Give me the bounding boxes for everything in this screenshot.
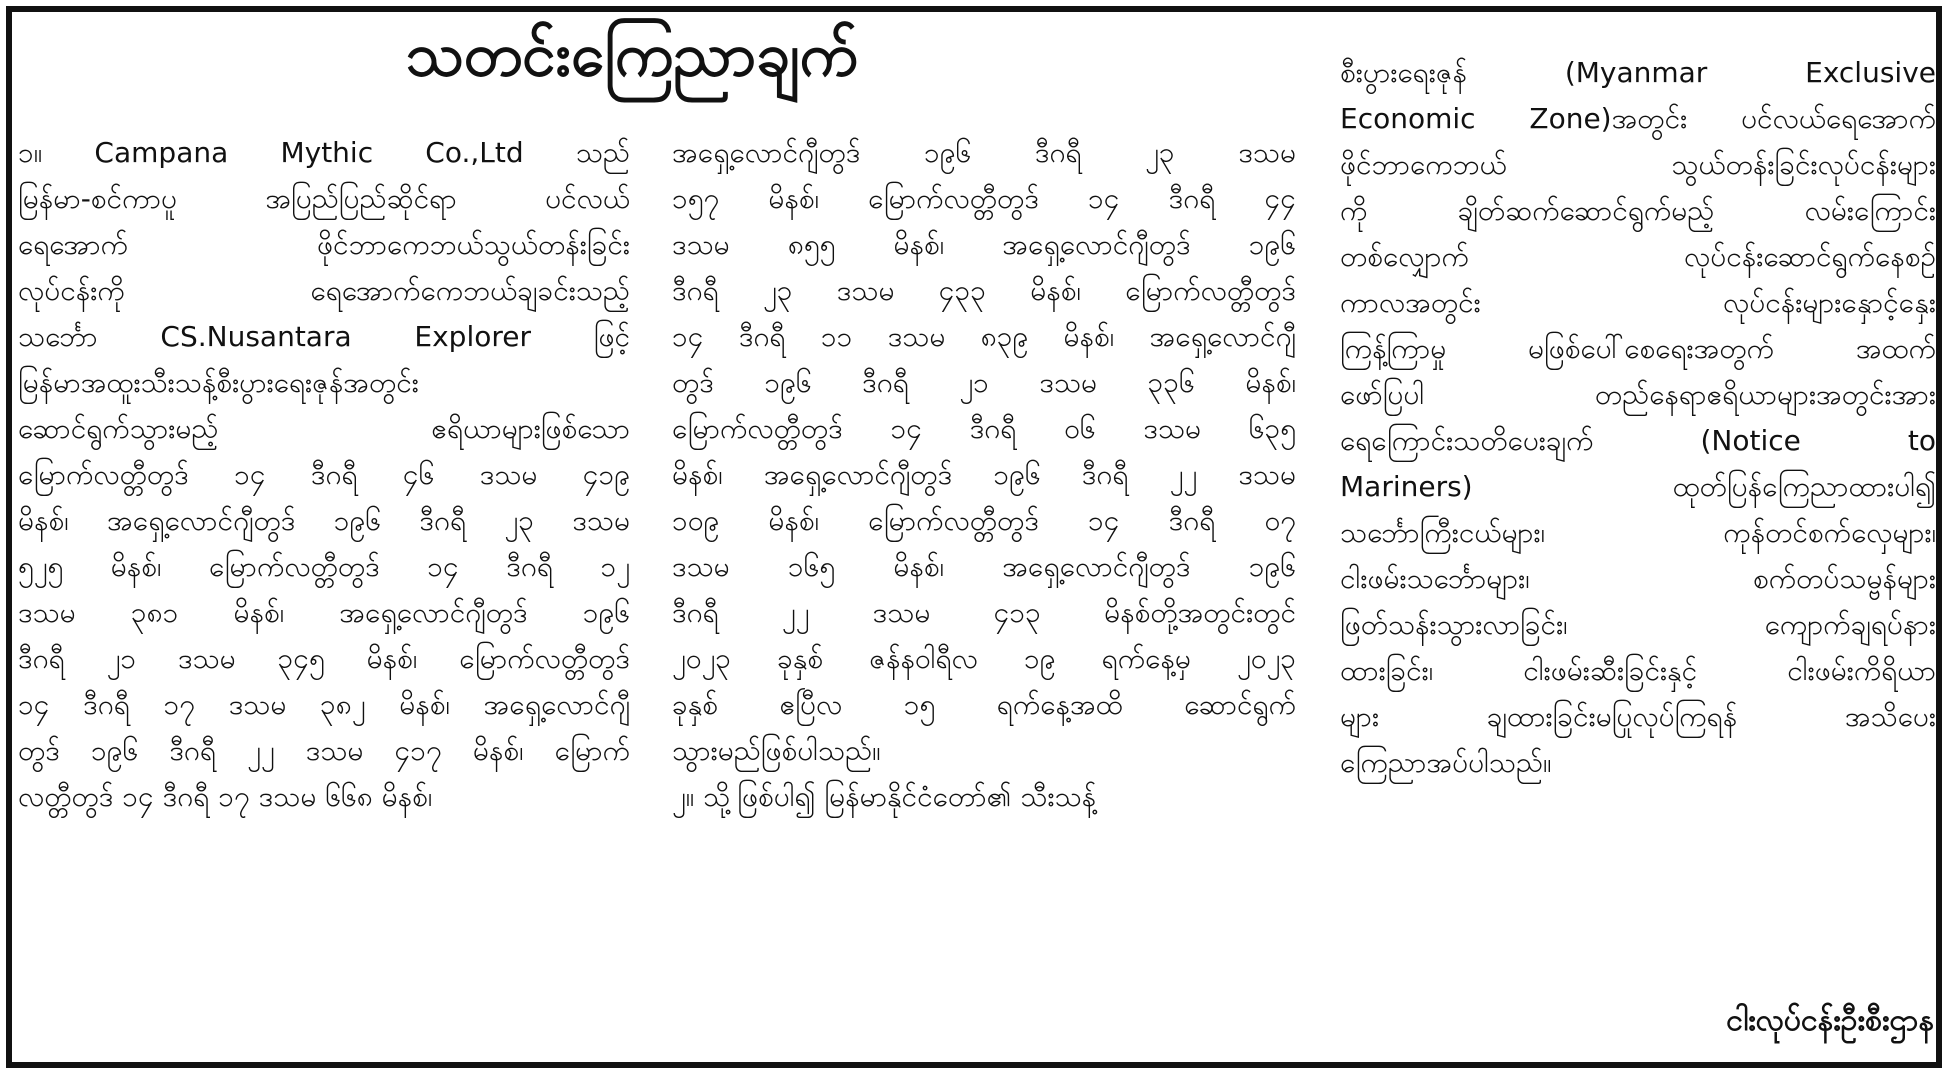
notice-line: လတ္တီတွဒ် ၁၄ ဒီဂရီ ၁၇ ဒသမ ၆၆၈ မိနစ်၊ xyxy=(18,780,433,813)
notice-line: လုပ်ငန်းကို ရေအောက်ကေဘယ်ချခင်းသည့် xyxy=(18,274,630,307)
notice-line: မြောက်လတ္တီတွဒ် ၁၄ ဒီဂရီ ၀၆ ဒသမ ၆၃၅ xyxy=(672,412,1296,445)
notice-line: ၂။ သို့ဖြစ်ပါ၍ မြန်မာနိုင်ငံတော်၏ သီးသန့် xyxy=(672,780,1097,813)
notice-line: အရှေ့လောင်ဂျီတွဒ် ၁၉၆ ဒီဂရီ ၂၃ ဒသမ xyxy=(672,136,1296,169)
notice-line: ၁၅၇ မိနစ်၊ မြောက်လတ္တီတွဒ် ၁၄ ဒီဂရီ ၄၄ xyxy=(672,182,1296,215)
notice-line: မြန်မာ-စင်ကာပူ အပြည်ပြည်ဆိုင်ရာ ပင်လယ် xyxy=(18,182,630,215)
notice-line: ဒသမ ၃၈၁ မိနစ်၊ အရှေ့လောင်ဂျီတွဒ် ၁၉၆ xyxy=(18,596,630,629)
notice-line: ဒီဂရီ ၂၁ ဒသမ ၃၄၅ မိနစ်၊ မြောက်လတ္တီတွဒ် xyxy=(18,642,630,675)
notice-line: သင်္ဘောကြီးငယ်များ၊ ကုန်တင်စက်လှေများ၊ xyxy=(1340,516,1936,549)
notice-signature: ငါးလုပ်ငန်းဦးစီးဌာန xyxy=(1726,1003,1934,1038)
notice-line: ရေအောက် ဖိုင်ဘာကေဘယ်သွယ်တန်းခြင်း xyxy=(18,228,630,261)
notice-line: မြောက်လတ္တီတွဒ် ၁၄ ဒီဂရီ ၄၆ ဒသမ ၄၁၉ xyxy=(18,458,630,491)
notice-line: စီးပွားရေးဇုန် (Myanmar Exclusive xyxy=(1340,56,1936,89)
notice-line: မိနစ်၊ အရှေ့လောင်ဂျီတွဒ် ၁၉၆ ဒီဂရီ ၂၃ ဒသမ xyxy=(18,504,630,537)
notice-line: ကြန့်ကြာမှု မဖြစ်ပေါ်စေရေးအတွက် အထက် xyxy=(1340,332,1936,365)
notice-line: ဖြတ်သန်းသွားလာခြင်း၊ ကျောက်ချရပ်နား xyxy=(1340,608,1936,641)
notice-line: ဖိုင်ဘာကေဘယ် သွယ်တန်းခြင်းလုပ်ငန်းများ xyxy=(1340,148,1936,181)
notice-line: ၁၄ ဒီဂရီ ၁၁ ဒသမ ၈၃၉ မိနစ်၊ အရှေ့လောင်ဂျီ xyxy=(672,320,1296,353)
notice-line: ဒီဂရီ ၂၃ ဒသမ ၄၃၃ မိနစ်၊ မြောက်လတ္တီတွဒ် xyxy=(672,274,1296,307)
notice-line: တစ်လျှောက် လုပ်ငန်းဆောင်ရွက်နေစဉ် xyxy=(1340,240,1936,273)
notice-line: ၁။ Campana Mythic Co.,Ltd သည် xyxy=(18,136,630,169)
notice-line: ရေကြောင်းသတိပေးချက် (Notice to xyxy=(1340,424,1936,457)
notice-line: သင်္ဘော CS.Nusantara Explorer ဖြင့် xyxy=(18,320,630,353)
notice-line: ကြေညာအပ်ပါသည်။ xyxy=(1340,746,1552,779)
notice-line: Economic Zone)အတွင်း ပင်လယ်ရေအောက် xyxy=(1340,102,1936,135)
notice-line: တွဒ် ၁၉၆ ဒီဂရီ ၂၂ ဒသမ ၄၁၇ မိနစ်၊ မြောက် xyxy=(18,734,630,767)
notice-line: ထားခြင်း၊ ငါးဖမ်းဆီးခြင်းနှင့် ငါးဖမ်းကိရိယာ xyxy=(1340,654,1936,687)
notice-line: ခုနှစ် ဧပြီလ ၁၅ ရက်နေ့အထိ ဆောင်ရွက် xyxy=(672,688,1296,721)
notice-line: ကာလအတွင်း လုပ်ငန်းများနှောင့်နှေး xyxy=(1340,286,1936,319)
notice-line: များ ချထားခြင်းမပြုလုပ်ကြရန် အသိပေး xyxy=(1340,700,1936,733)
notice-line: မြန်မာအထူးသီးသန့်စီးပွားရေးဇုန်အတွင်း xyxy=(18,366,419,399)
notice-title: သတင်းကြေညာချက် xyxy=(405,20,859,90)
notice-line: ဆောင်ရွက်သွားမည့် ဧရိယာများဖြစ်သော xyxy=(18,412,630,445)
notice-line: ၁၄ ဒီဂရီ ၁၇ ဒသမ ၃၈၂ မိနစ်၊ အရှေ့လောင်ဂျီ xyxy=(18,688,630,721)
notice-line: သွားမည်ဖြစ်ပါသည်။ xyxy=(672,734,881,767)
notice-line: မိနစ်၊ အရှေ့လောင်ဂျီတွဒ် ၁၉၆ ဒီဂရီ ၂၂ ဒသမ xyxy=(672,458,1296,491)
notice-line: ဒသမ ၈၅၅ မိနစ်၊ အရှေ့လောင်ဂျီတွဒ် ၁၉၆ xyxy=(672,228,1296,261)
notice-line: Mariners) ထုတ်ပြန်ကြေညာထားပါ၍ xyxy=(1340,470,1936,503)
notice-line: တွဒ် ၁၉၆ ဒီဂရီ ၂၁ ဒသမ ၃၃၆ မိနစ်၊ xyxy=(672,366,1296,399)
notice-line: ၅၂၅ မိနစ်၊ မြောက်လတ္တီတွဒ် ၁၄ ဒီဂရီ ၁၂ xyxy=(18,550,630,583)
notice-line: ဖော်ပြပါ တည်နေရာဧရိယာများအတွင်းအား xyxy=(1340,378,1936,411)
notice-line: ငါးဖမ်းသင်္ဘောများ၊ စက်တပ်သမ္ဗန်များ xyxy=(1340,562,1936,595)
notice-line: ၁၀၉ မိနစ်၊ မြောက်လတ္တီတွဒ် ၁၄ ဒီဂရီ ၀၇ xyxy=(672,504,1296,537)
notice-line: ဒီဂရီ ၂၂ ဒသမ ၄၁၃ မိနစ်တို့အတွင်းတွင် xyxy=(672,596,1296,629)
notice-line: ကို ချိတ်ဆက်ဆောင်ရွက်မည့် လမ်းကြောင်း xyxy=(1340,194,1936,227)
notice-line: ၂၀၂၃ ခုနှစ် ဇန်နဝါရီလ ၁၉ ရက်နေ့မှ ၂၀၂၃ xyxy=(672,642,1296,675)
notice-line: ဒသမ ၁၆၅ မိနစ်၊ အရှေ့လောင်ဂျီတွဒ် ၁၉၆ xyxy=(672,550,1296,583)
